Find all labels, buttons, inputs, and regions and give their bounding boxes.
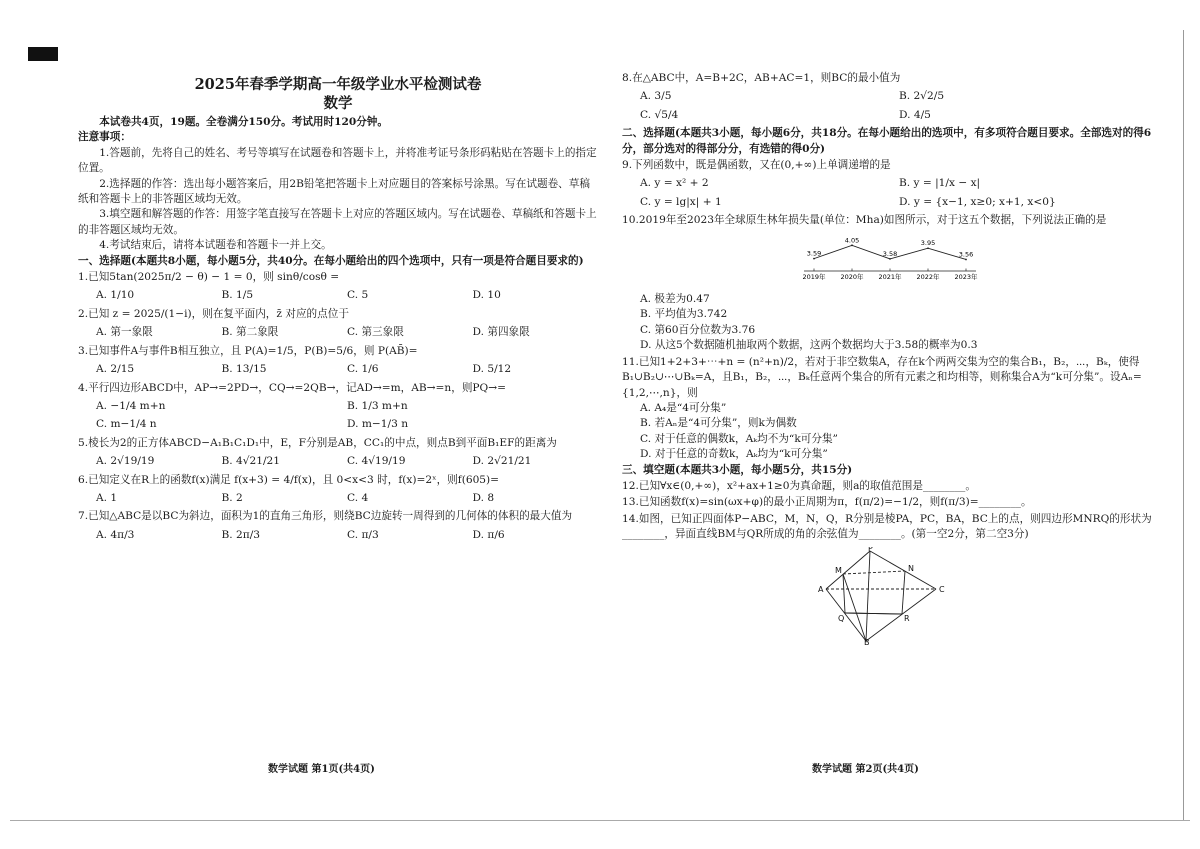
- option-b: B. 1/3 m+n: [347, 399, 408, 412]
- question-4: [78, 381, 598, 433]
- question-3: [78, 344, 598, 378]
- option-a: A. −1/4 m+n: [96, 399, 166, 412]
- question-11: [622, 355, 1158, 463]
- question-13: 13.已知函数f(x)=sin(ωx+φ)的最小正周期为π，f(π/2)=−1/2，则f(π/3)=________。: [622, 496, 1032, 509]
- option-row: [96, 325, 598, 340]
- x-tick-label: 2023年: [954, 272, 978, 281]
- tetrahedron-figure: [818, 547, 1158, 650]
- exam-info: 本试卷共4页，19题。全卷满分150分。考试用时120分钟。: [99, 116, 388, 128]
- question-stem: 11.已知1+2+3+⋯+n = (n²+n)/2，若对于非空数集A，存在k个两两交集为空的集合B₁，B₂，⋯，Bₖ，使得B₁∪B₂∪⋯∪Bₖ=A，且B₁，B₂，⋯，Bₖ任意两个集合的所有元素之和均相等，则称集合A为“k可分集”。设Aₙ={1,2,⋯,n}，则: [622, 355, 1142, 399]
- exam-subject: 数学: [323, 95, 353, 112]
- vertex-label: N: [908, 563, 914, 573]
- option-d: D. 4/5: [899, 108, 931, 121]
- left-page: [78, 70, 598, 546]
- question-stem: 1.已知5tan(2025π/2 − θ) − 1 = 0，则 sinθ/cosθ =: [78, 271, 340, 284]
- exam-title: 2025年春季学期高一年级学业水平检测试卷: [194, 76, 482, 93]
- option-c: C. m−1/4 n: [96, 418, 157, 431]
- option-row: [96, 528, 598, 543]
- option-c: C. 1/6: [347, 363, 379, 376]
- option-b: B. 4√21/21: [221, 455, 281, 468]
- section2-heading: 二、选择题(本题共3小题，每小题6分，共18分。在每小题给出的选项中，有多项符合题目要求。全部选对的得6分，部分选对的得部分分，有选错的得0分): [622, 127, 1152, 155]
- option-d: D. y = {x−1, x≥0; x+1, x<0}: [899, 195, 1056, 208]
- option-b: B. 13/15: [221, 363, 267, 376]
- option-c: C. √5/4: [640, 108, 679, 121]
- data-label: 3.56: [958, 250, 974, 259]
- question-14: 14.如图，已知正四面体P−ABC，M，N，Q，R分别是棱PA，PC，BA，BC上的点，则四边形MNRQ的形状为________，异面直线BM与QR所成的角的余弦值为________。(第一空2分，第二空3分): [622, 512, 1152, 541]
- option-b: B. 1/5: [221, 289, 254, 302]
- data-label: 3.59: [806, 249, 822, 258]
- option-row: [96, 362, 598, 377]
- question-7: [78, 509, 598, 543]
- line-chart: [800, 231, 980, 283]
- scan-mark: [28, 47, 58, 61]
- question-stem: 3.已知事件A与事件B相互独立，且 P(A)=1/5，P(B)=5/6，则 P(AB̄)=: [78, 344, 418, 357]
- vertex-label: A: [818, 584, 824, 594]
- data-label: 3.58: [882, 249, 898, 258]
- question-stem: 8.在△ABC中，A=B+2C，AB+AC=1，则BC的最小值为: [622, 72, 901, 84]
- footer-right: 数学试题 第2页(共4页): [812, 764, 919, 775]
- option-a: A. 1/10: [96, 289, 135, 302]
- notice-item: 2.选择题的作答：选出每小题答案后，用2B铅笔把答题卡上对应题目的答案标号涂黑。写在试题卷、草稿纸和答题卡上的非答题区域均无效。: [78, 177, 590, 206]
- data-point: [889, 258, 891, 260]
- data-point: [851, 244, 853, 246]
- option-row: [96, 288, 598, 303]
- question-1: [78, 270, 598, 304]
- section1-heading: 一、选择题(本题共8小题，每小题5分，共40分。在每小题给出的四个选项中，只有一项是符合题目要求的): [78, 254, 584, 267]
- scan-bottom-edge: [10, 820, 1190, 821]
- question-stem: 7.已知△ABC是以BC为斜边，面积为1的直角三角形，则绕BC边旋转一周得到的几何体的体积的最大值为: [78, 510, 573, 523]
- option-row: [96, 491, 598, 506]
- data-label: 4.05: [844, 235, 860, 244]
- scan-edge: [1183, 30, 1184, 820]
- option-row: [640, 89, 1158, 104]
- option-a: A. 2√19/19: [96, 455, 155, 468]
- option-c: C. π/3: [347, 528, 379, 541]
- notice-item: 4.考试结束后，请将本试题卷和答题卡一并上交。: [99, 239, 332, 252]
- option-c: C. 第三象限: [347, 326, 404, 339]
- question-stem: 5.棱长为2的正方体ABCD−A₁B₁C₁D₁中，E，F分别是AB，CC₁的中点，则点B到平面B₁EF的距离为: [78, 436, 557, 449]
- option-d: D. 2√21/21: [472, 455, 532, 468]
- option-d: D. 5/12: [472, 363, 512, 376]
- vertex-label: P: [868, 546, 873, 553]
- x-tick-label: 2021年: [878, 272, 902, 281]
- option-b: B. 平均值为3.742: [640, 308, 728, 321]
- notice-item: 3.填空题和解答题的作答：用签字笔直接写在答题卡上对应的答题区域内。写在试题卷、草稿纸和答题卡上的非答题区域均无效。: [78, 208, 597, 236]
- notice-item: 1.答题前，先将自己的姓名、考号等填写在试题卷和答题卡上，并将准考证号条形码粘贴在答题卡上的指定位置。: [78, 146, 597, 175]
- option-row: [640, 195, 1158, 210]
- option-b: B. 2: [221, 491, 243, 504]
- vertex-label: B: [864, 637, 870, 645]
- option-a: A. 4π/3: [96, 528, 135, 541]
- question-5: [78, 436, 598, 470]
- data-point: [927, 247, 929, 249]
- option-b: B. y = |1/x − x|: [899, 177, 981, 190]
- notice-heading: 注意事项：: [78, 131, 131, 144]
- option-d: D. 对于任意的奇数k，Aₖ均为“k可分集”: [640, 448, 828, 461]
- x-tick-label: 2022年: [916, 272, 940, 281]
- option-c: C. 5: [347, 289, 369, 302]
- option-d: D. 8: [472, 491, 495, 504]
- option-b: B. 第二象限: [221, 326, 279, 339]
- option-b: B. 2√2/5: [899, 90, 945, 103]
- data-point: [965, 258, 967, 260]
- section3-heading: 三、填空题(本题共3小题，每小题5分，共15分): [622, 463, 853, 476]
- option-row: [96, 417, 598, 432]
- option-c: C. y = lg|x| + 1: [640, 195, 722, 208]
- question-10: [622, 213, 1158, 353]
- option-d: D. 10: [472, 289, 501, 302]
- question-9: [622, 158, 1158, 210]
- data-point: [813, 257, 815, 259]
- option-d: D. m−1/3 n: [347, 418, 409, 431]
- forest-loss-chart: [800, 231, 1158, 288]
- option-c: C. 第60百分位数为3.76: [640, 323, 756, 336]
- option-row: [640, 176, 1158, 191]
- option-c: C. 4: [347, 491, 369, 504]
- option-a: A. 第一象限: [96, 326, 153, 339]
- option-a: A. 1: [96, 491, 118, 504]
- option-c: C. 4√19/19: [347, 455, 406, 468]
- vertex-label: R: [904, 613, 910, 623]
- option-b: B. 2π/3: [221, 528, 261, 541]
- question-2: [78, 307, 598, 341]
- vertex-label: C: [939, 584, 945, 594]
- footer-left: 数学试题 第1页(共4页): [268, 764, 375, 775]
- x-tick-label: 2019年: [802, 272, 826, 281]
- option-d: D. 第四象限: [472, 326, 530, 339]
- option-d: D. 从这5个数据随机抽取两个数据，这两个数据均大于3.58的概率为0.3: [640, 339, 978, 352]
- option-a: A. 2/15: [96, 363, 135, 376]
- option-c: C. 对于任意的偶数k，Aₖ均不为“k可分集”: [640, 432, 838, 445]
- option-row: [96, 399, 598, 414]
- question-stem: 6.已知定义在R上的函数f(x)满足 f(x+3) = 4/f(x)，且 0<x<3 时，f(x)=2ˣ，则f(605)=: [78, 473, 500, 486]
- question-6: [78, 473, 598, 507]
- question-stem: 4.平行四边形ABCD中，AP→=2PD→，CQ→=2QB→，记AD→=m，AB→=n，则PQ→=: [78, 381, 506, 394]
- question-stem: 2.已知 z = 2025/(1−i)，则在复平面内，z̄ 对应的点位于: [78, 307, 349, 320]
- option-a: A. A₄是“4可分集”: [640, 401, 727, 414]
- option-a: A. 极差为0.47: [640, 293, 710, 306]
- x-tick-label: 2020年: [840, 272, 864, 281]
- option-row: [640, 108, 1158, 123]
- option-a: A. 3/5: [640, 90, 672, 103]
- option-b: B. 若Aₙ是“4可分集”，则k为偶数: [640, 417, 797, 430]
- data-label: 3.95: [920, 238, 936, 247]
- tetrahedron-diagram: [818, 547, 948, 645]
- question-stem: 9.下列函数中，既是偶函数，又在(0,+∞)上单调递增的是: [622, 159, 891, 172]
- option-d: D. π/6: [472, 528, 505, 541]
- question-8: [622, 71, 1158, 123]
- question-stem: 10.2019年至2023年全球原生林年损失量(单位：Mha)如图所示，对于这五个数据，下列说法正确的是: [622, 214, 1107, 227]
- option-row: [96, 454, 598, 469]
- right-page: [622, 70, 1158, 650]
- option-a: A. y = x² + 2: [640, 177, 709, 190]
- vertex-label: Q: [838, 613, 845, 623]
- vertex-label: M: [835, 565, 842, 575]
- question-12: 12.已知∀x∈(0,+∞)，x²+ax+1≥0为真命题，则a的取值范围是________。: [622, 479, 976, 492]
